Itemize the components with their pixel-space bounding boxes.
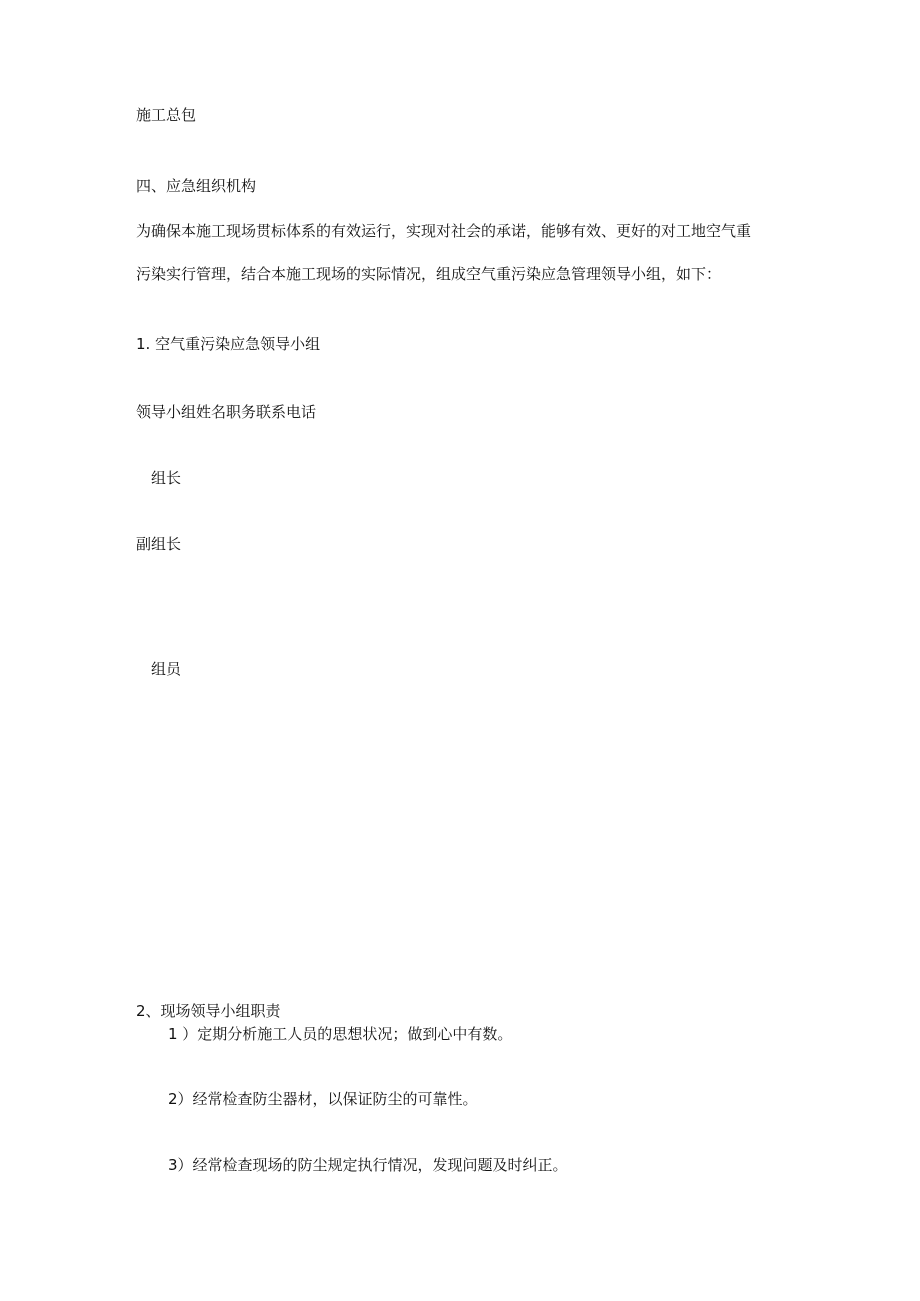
intro-paragraph-line-2: 污染实行管理，结合本施工现场的实际情况，组成空气重污染应急管理领导小组，如下：	[136, 265, 722, 283]
section-4-heading: 四、应急组织机构	[136, 177, 257, 195]
duty-item: 2）经常检查防尘器材，以保证防尘的可靠性。	[168, 1090, 478, 1108]
role-leader: 组长	[151, 469, 182, 487]
contractor-label: 施工总包	[136, 106, 197, 124]
subsection-1-title: 1. 空气重污染应急领导小组	[136, 335, 321, 353]
role-member: 组员	[151, 660, 182, 678]
leadership-table-header: 领导小组姓名职务联系电话	[136, 403, 317, 421]
duty-item: 1 ）定期分析施工人员的思想状况；做到心中有数。	[168, 1025, 513, 1043]
subsection-2-title: 2、现场领导小组职责	[136, 1002, 281, 1020]
duty-item: 3）经常检查现场的防尘规定执行情况，发现问题及时纠正。	[168, 1156, 568, 1174]
intro-paragraph-line-1: 为确保本施工现场贯标体系的有效运行，实现对社会的承诺，能够有效、更好的对工地空气重	[136, 222, 752, 240]
role-deputy-leader: 副组长	[136, 535, 182, 553]
